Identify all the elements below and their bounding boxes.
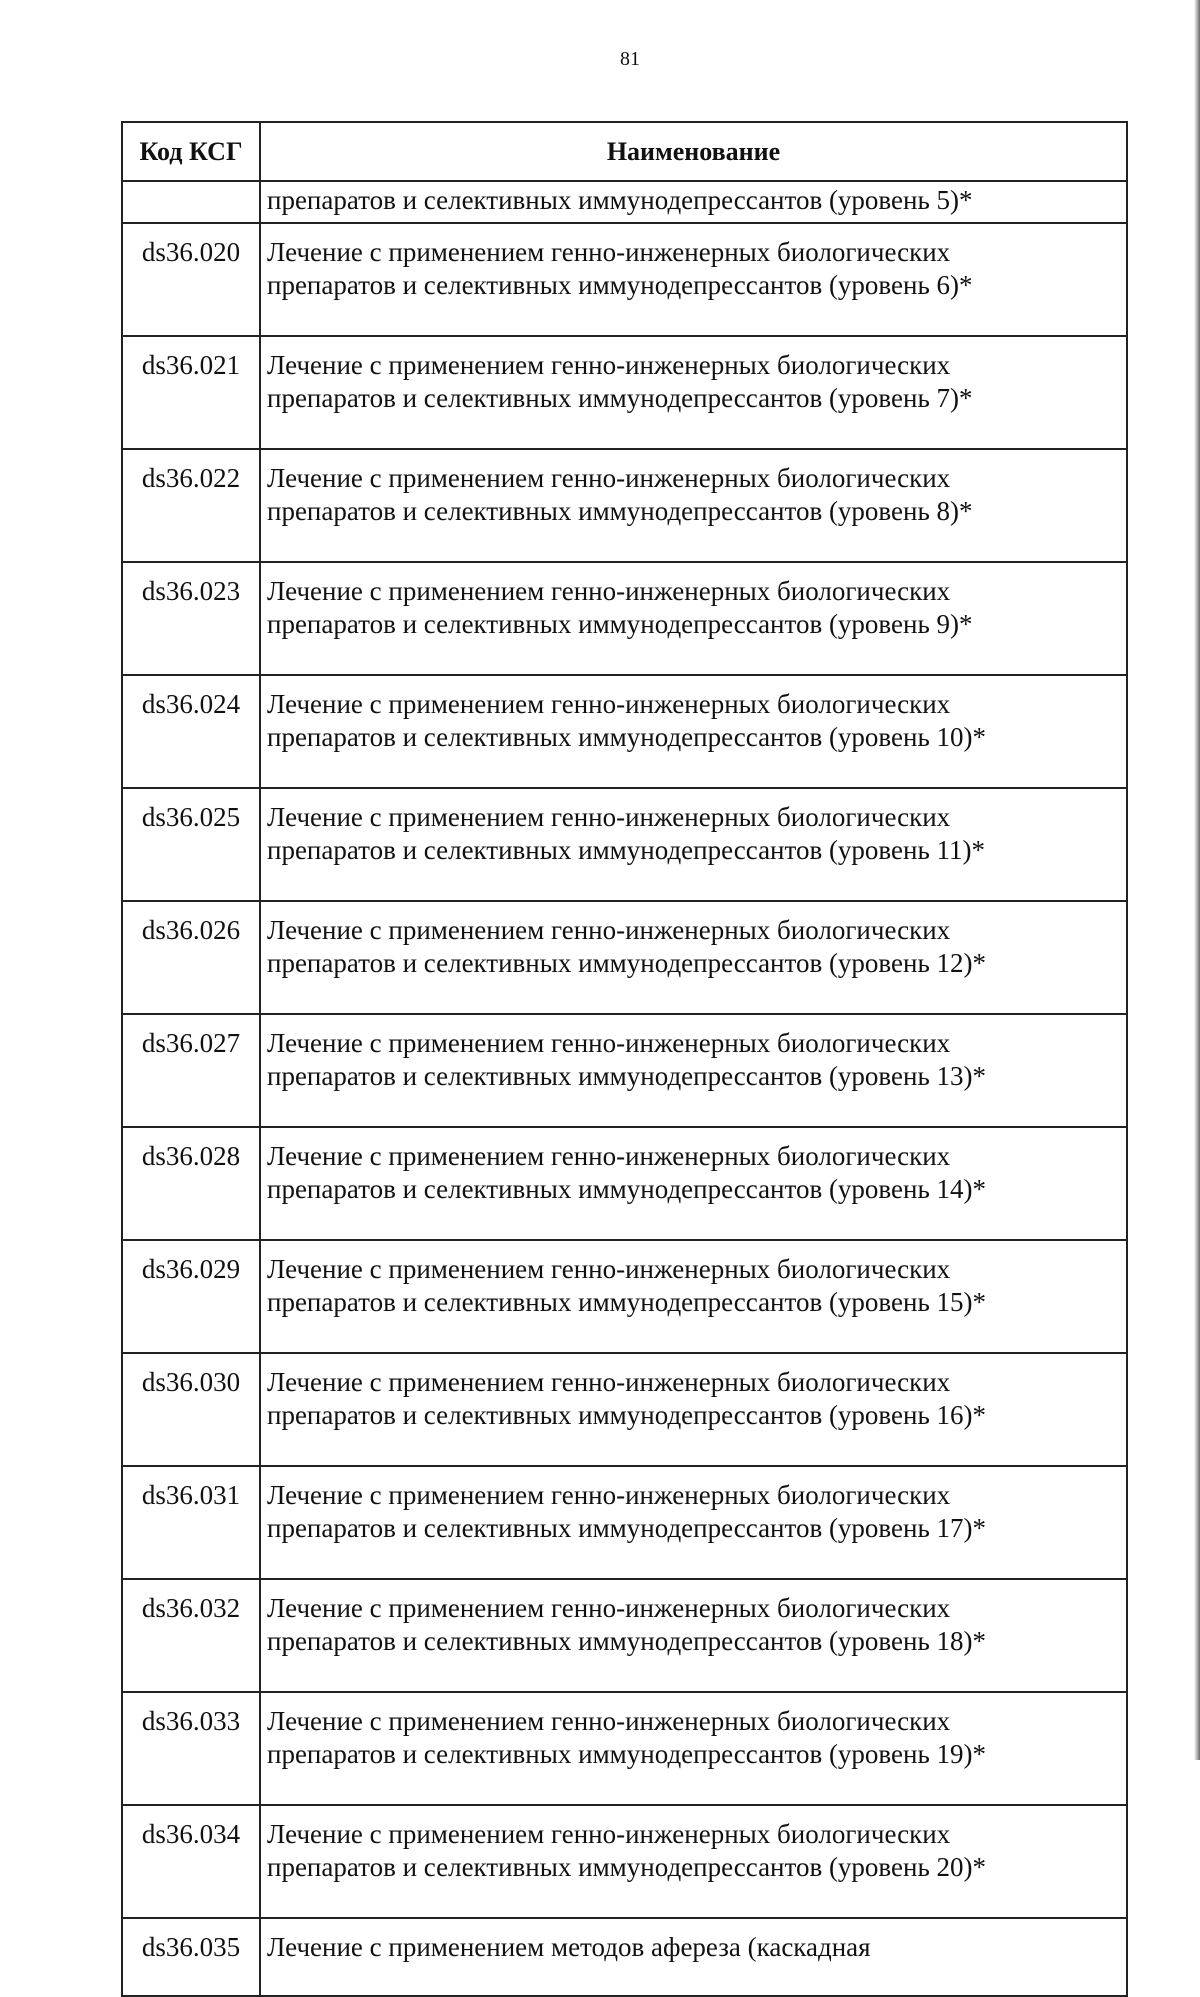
ksg-name-cell [260,1014,1127,1127]
ksg-table [121,121,1128,1997]
ksg-name-cell [260,1466,1127,1579]
table-row [122,223,1127,336]
ksg-name-line2: препаратов и селективных иммунодепрессантов (уровень 7)* [267,383,973,413]
ksg-name-line2: препаратов и селективных иммунодепрессантов (уровень 12)* [267,948,987,978]
ksg-name-line2: препаратов и селективных иммунодепрессантов (уровень 20)* [267,1852,987,1882]
ksg-name-line2: препаратов и селективных иммунодепрессантов (уровень 9)* [267,609,973,639]
ksg-name-line1: Лечение с применением генно-инженерных биологических [267,1028,951,1058]
ksg-name-line2: препаратов и селективных иммунодепрессантов (уровень 6)* [267,270,973,300]
ksg-name-cell [260,1805,1127,1918]
ksg-name-line1: Лечение с применением генно-инженерных биологических [267,802,951,832]
ksg-name-line2: препаратов и селективных иммунодепрессантов (уровень 14)* [267,1174,987,1204]
ksg-name-cell [260,1240,1127,1353]
ksg-name-line2: препаратов и селективных иммунодепрессантов (уровень 15)* [267,1287,987,1317]
ksg-name-line2: препаратов и селективных иммунодепрессантов (уровень 17)* [267,1513,987,1543]
table-row [122,901,1127,1014]
ksg-code-cell: ds36.021 [122,336,260,449]
ksg-name-cell [260,1353,1127,1466]
ksg-code-cell: ds36.026 [122,901,260,1014]
ksg-code-cell: ds36.033 [122,1692,260,1805]
table-row [122,1692,1127,1805]
table-row-last [122,1918,1127,1996]
ksg-name-cell [260,901,1127,1014]
ksg-name-line1: Лечение с применением генно-инженерных биологических [267,237,951,267]
ksg-name-line1: Лечение с применением генно-инженерных биологических [267,1593,951,1623]
table-row [122,1127,1127,1240]
table-row [122,1805,1127,1918]
ksg-code-cell: ds36.027 [122,1014,260,1127]
ksg-name-line1: Лечение с применением генно-инженерных биологических [267,576,951,606]
header-name: Наименование [260,122,1127,181]
ksg-name-cell: Лечение с применением методов афереза (каскадная [260,1918,1127,1996]
ksg-code-cell: ds36.032 [122,1579,260,1692]
continuation-row [122,181,1127,223]
ksg-name-cell [260,788,1127,901]
ksg-code-cell: ds36.030 [122,1353,260,1466]
ksg-name-line2: препаратов и селективных иммунодепрессантов (уровень 16)* [267,1400,987,1430]
ksg-name-cell [260,1127,1127,1240]
ksg-name-line2: препаратов и селективных иммунодепрессантов (уровень 10)* [267,722,987,752]
ksg-name-line1: Лечение с применением генно-инженерных биологических [267,1254,951,1284]
scan-edge-shadow [1194,0,1200,1760]
ksg-name-line2: препаратов и селективных иммунодепрессантов (уровень 19)* [267,1739,987,1769]
ksg-code-cell: ds36.024 [122,675,260,788]
ksg-code-cell: ds36.022 [122,449,260,562]
ksg-name-cell [260,223,1127,336]
table-row [122,1353,1127,1466]
ksg-name-cell [260,675,1127,788]
ksg-name-cell [260,562,1127,675]
ksg-name-line1: Лечение с применением генно-инженерных биологических [267,463,951,493]
ksg-name-line2: препаратов и селективных иммунодепрессантов (уровень 18)* [267,1626,987,1656]
ksg-name-line1: Лечение с применением генно-инженерных биологических [267,1141,951,1171]
ksg-code-cell: ds36.025 [122,788,260,901]
ksg-name-line2: препаратов и селективных иммунодепрессантов (уровень 11)* [267,835,986,865]
ksg-code-cell: ds36.023 [122,562,260,675]
ksg-name-line1: Лечение с применением генно-инженерных биологических [267,689,951,719]
ksg-name-line2: препаратов и селективных иммунодепрессантов (уровень 13)* [267,1061,987,1091]
ksg-code-cell: ds36.020 [122,223,260,336]
table-row [122,1579,1127,1692]
table-row [122,788,1127,901]
header-row [122,122,1127,181]
ksg-name-line1: Лечение с применением генно-инженерных биологических [267,1367,951,1397]
table-row [122,1466,1127,1579]
table-header [122,122,1127,181]
header-code: Код КСГ [122,122,260,181]
ksg-name-line1: Лечение с применением генно-инженерных биологических [267,915,951,945]
table-row [122,1240,1127,1353]
ksg-name-line1: Лечение с применением генно-инженерных биологических [267,350,951,380]
table-row [122,562,1127,675]
ksg-code-cell: ds36.031 [122,1466,260,1579]
ksg-name-line1: Лечение с применением генно-инженерных биологических [267,1480,951,1510]
ksg-code-cell: ds36.034 [122,1805,260,1918]
ksg-name-line1: Лечение с применением генно-инженерных биологических [267,1819,951,1849]
ksg-name-cell [260,1692,1127,1805]
ksg-name-cell [260,336,1127,449]
table-body [122,181,1127,1996]
table-row [122,1014,1127,1127]
ksg-name-cell [260,449,1127,562]
table-row [122,449,1127,562]
ksg-name-cell [260,1579,1127,1692]
continuation-code-cell [122,181,260,223]
ksg-code-cell: ds36.029 [122,1240,260,1353]
table-row [122,336,1127,449]
table-row [122,675,1127,788]
ksg-name-line1: Лечение с применением генно-инженерных биологических [267,1706,951,1736]
ksg-code-cell: ds36.035 [122,1918,260,1996]
ksg-code-cell: ds36.028 [122,1127,260,1240]
ksg-name-line2: препаратов и селективных иммунодепрессантов (уровень 8)* [267,496,973,526]
continuation-name-cell: препаратов и селективных иммунодепрессантов (уровень 5)* [260,181,1127,223]
page-number: 81 [620,48,640,70]
